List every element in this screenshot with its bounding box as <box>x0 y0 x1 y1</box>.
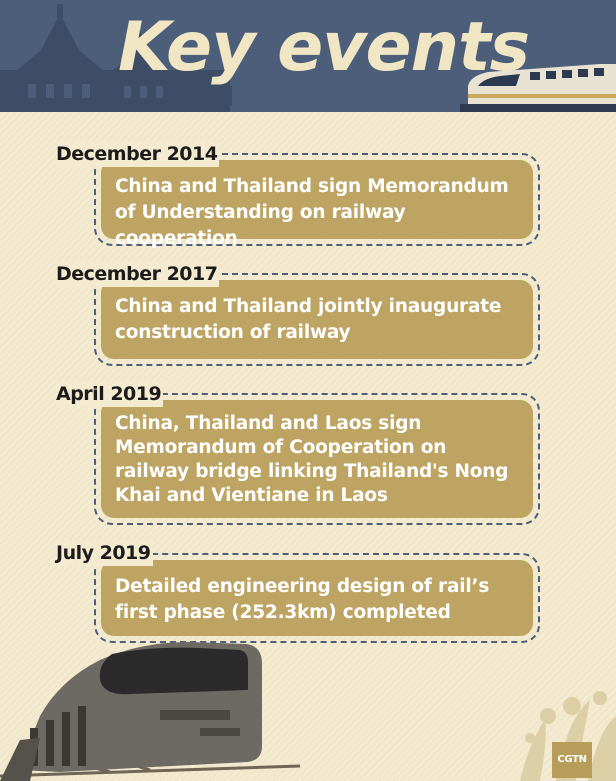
event-date: December 2014 <box>56 143 218 165</box>
page-title: Key events <box>118 8 530 87</box>
event-description: Detailed engineering design of rail’s first phase (252.3km) completed <box>115 576 490 623</box>
event-description: China and Thailand sign Memorandum of Understanding on railway cooperation <box>115 176 509 249</box>
train-body <box>0 642 262 781</box>
event-description: China, Thailand and Laos sign Memorandum of Cooperation on railway bridge linking Thailand's Nong Khai and Vientiane in Laos <box>115 413 509 506</box>
header-banner <box>0 0 616 112</box>
event-date: April 2019 <box>56 383 162 405</box>
event-box <box>101 280 533 359</box>
event-box <box>101 160 533 249</box>
train-illustration <box>0 620 616 781</box>
event-date: December 2017 <box>56 263 218 285</box>
event-frame <box>94 393 540 525</box>
event-description: China and Thailand jointly inaugurate construction of railway <box>115 296 502 343</box>
event-box <box>101 400 533 518</box>
cgtn-logo: CGTN <box>552 742 592 778</box>
event-date: July 2019 <box>56 542 151 564</box>
